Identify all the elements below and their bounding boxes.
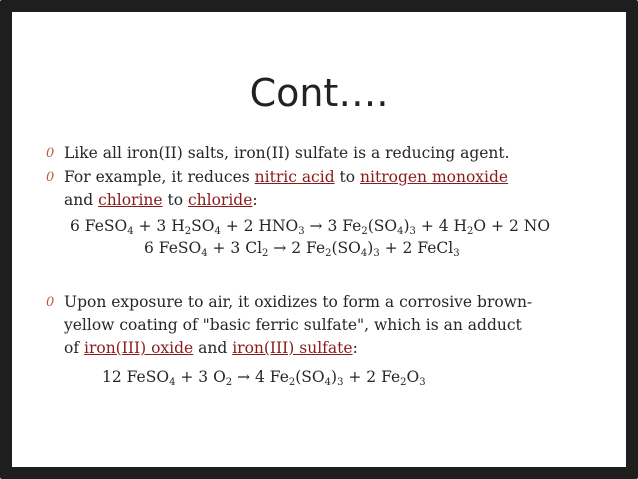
equation-3 <box>46 366 586 388</box>
equation-2 <box>46 237 586 259</box>
text-segment: : <box>252 191 258 209</box>
link-chloride[interactable]: chloride <box>187 191 253 209</box>
bullet-2-line-2 <box>64 189 586 212</box>
formula-text: 6 FeSO <box>70 217 128 235</box>
bullet-1-text: Like all iron(II) salts, iron(II) sulfate is a reducing agent. <box>64 144 510 162</box>
subscript: 4 <box>127 226 134 237</box>
subscript: 4 <box>214 226 221 237</box>
subscript: 2 <box>184 226 192 237</box>
text-segment: of <box>64 339 84 357</box>
bullet-1 <box>46 142 586 165</box>
text-segment: : <box>352 339 358 357</box>
formula-text: ) <box>331 368 338 386</box>
text-segment: to <box>334 168 361 186</box>
subscript: 3 <box>419 377 426 388</box>
subscript: 4 <box>397 226 404 237</box>
formula-text: + 4 H <box>415 217 468 235</box>
text-segment: For example, it reduces <box>64 168 255 186</box>
formula-text: + 3 O <box>175 368 226 386</box>
link-chlorine[interactable]: chlorine <box>98 191 163 209</box>
subscript: 4 <box>201 248 208 259</box>
formula-text: ) <box>403 217 410 235</box>
formula-text: + 3 H <box>133 217 185 235</box>
bullet-marker: 0 <box>46 295 55 310</box>
bullet-3 <box>46 291 586 360</box>
subscript: 2 <box>288 377 296 388</box>
text-segment: to <box>162 191 188 209</box>
formula-text: + 3 Cl <box>207 239 263 257</box>
bullet-list <box>46 142 586 388</box>
link-nitrogen-monoxide[interactable]: nitrogen monoxide <box>360 168 509 186</box>
subscript: 2 <box>325 248 332 259</box>
formula-text: 12 FeSO <box>102 368 170 386</box>
subscript: 3 <box>373 248 380 259</box>
formula-text: + 2 HNO <box>220 217 299 235</box>
subscript: 4 <box>169 377 176 388</box>
formula-text: (SO <box>367 217 398 235</box>
formula-text: + 2 FeCl <box>379 239 454 257</box>
text-segment: and <box>64 191 99 209</box>
subscript: 4 <box>324 377 331 388</box>
formula-text: SO <box>191 217 215 235</box>
link-nitric-acid[interactable]: nitric acid <box>254 168 335 186</box>
subscript: 2 <box>262 248 269 259</box>
formula-text: → 3 Fe <box>304 217 362 235</box>
text-segment: and <box>193 339 233 357</box>
formula-text: (SO <box>295 368 325 386</box>
bullet-3-line-1: Upon exposure to air, it oxidizes to form a corrosive brown- <box>64 293 533 311</box>
formula-text: O + 2 NO <box>473 217 551 235</box>
formula-text: O <box>406 368 420 386</box>
subscript: 4 <box>360 248 368 259</box>
link-iron-iii-oxide[interactable]: iron(III) oxide <box>84 339 194 357</box>
subscript: 2 <box>467 226 474 237</box>
formula-text: + 2 Fe <box>343 368 401 386</box>
bullet-3-line-2: yellow coating of "basic ferric sulfate", which is an adduct <box>64 316 522 334</box>
formula-text: 6 FeSO <box>144 239 202 257</box>
subscript: 3 <box>409 226 416 237</box>
subscript: 2 <box>361 226 368 237</box>
slide-title: Cont…. <box>249 71 389 115</box>
bullet-2-line-1 <box>64 166 586 189</box>
formula-text: ) <box>367 239 374 257</box>
subscript: 3 <box>298 226 305 237</box>
formula-text: (SO <box>331 239 361 257</box>
formula-text: → 4 Fe <box>232 368 289 386</box>
subscript: 2 <box>225 377 233 388</box>
bullet-2 <box>46 166 586 212</box>
link-iron-iii-sulfate[interactable]: iron(III) sulfate <box>232 339 353 357</box>
subscript: 2 <box>400 377 407 388</box>
subscript: 3 <box>337 377 344 388</box>
bullet-marker: 0 <box>46 170 55 185</box>
formula-text: → 2 Fe <box>268 239 326 257</box>
equation-1 <box>46 215 586 237</box>
bullet-3-line-3 <box>64 337 586 360</box>
subscript: 3 <box>453 248 460 259</box>
bullet-marker: 0 <box>46 146 55 161</box>
